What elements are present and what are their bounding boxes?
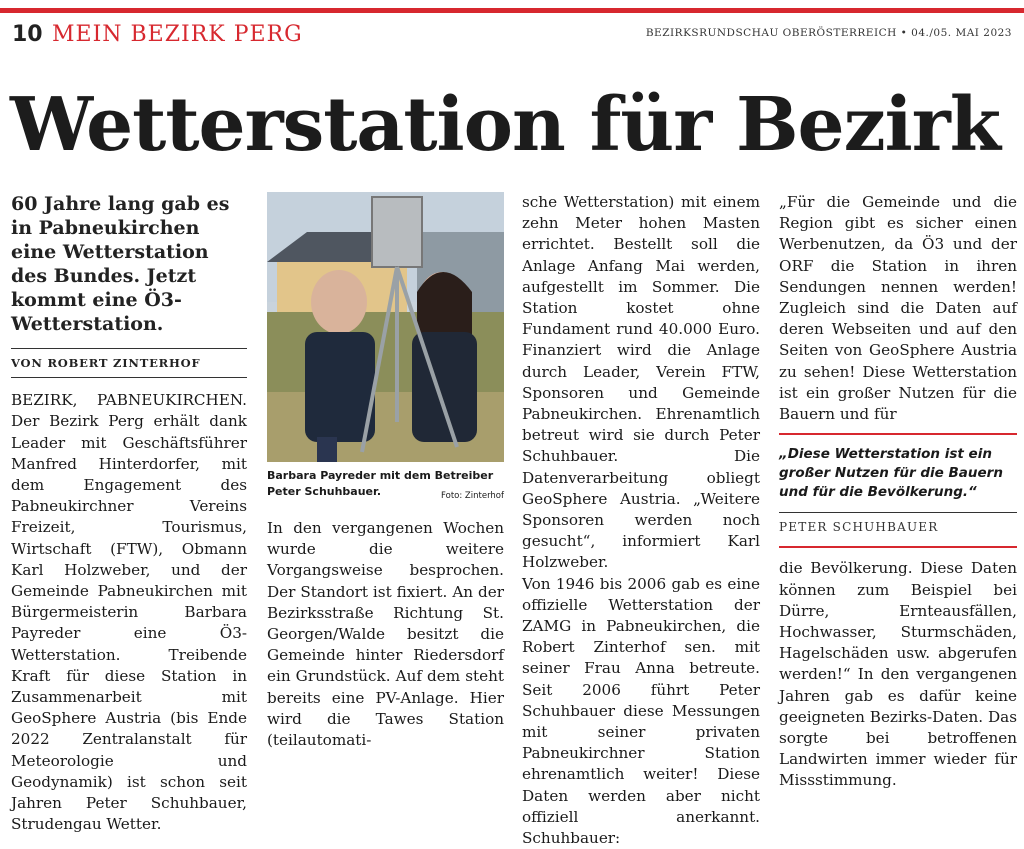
body-text-col4-b: die Bevölkerung. Diese Daten können zum Beispiel bei Dürre, Ernteausfällen, Hochwasser, Sturmschäden, Hagelschäden usw. abgerufen werden!“ In den vergangenen Jahren gab es dafür keine geeigneten Bezirks-Daten. Das sorgte bei betroffenen Landwirten immer wieder für Missstimmung. [779, 559, 1017, 790]
column-3 [522, 192, 760, 849]
column-2 [267, 192, 504, 751]
article-photo [267, 192, 504, 462]
quote-rule-top [779, 433, 1017, 435]
top-accent-bar [0, 8, 1024, 13]
pull-quote: „Diese Wetterstation ist ein großer Nutzen für die Bauern und für die Bevölkerung.“ [779, 446, 1003, 501]
byline-rule-bottom [11, 377, 247, 378]
body-text-col2: In den vergangenen Wochen wurde die weitere Vorgangsweise besprochen. Der Standort ist fixiert. An der Bezirksstraße Richtung St. Georgen/Walde besitzt die Gemeinde hinter Riedersdorf ein Grundstück. Auf dem steht bereits eine PV-Anlage. Hier wird die Tawes Station (teilautomati- [267, 519, 504, 750]
column-1 [11, 192, 247, 835]
photo-credit: Foto: Zinterhof [441, 491, 504, 501]
masthead: BEZIRKSRUNDSCHAU OBERÖSTERREICH • 04./05. MAI 2023 [645, 27, 1012, 39]
page-number: 10 [12, 22, 43, 47]
photo-caption: Barbara Payreder mit dem Betreiber Peter Schuhbauer. [267, 469, 494, 498]
body-text-col1: BEZIRK, PABNEUKIRCHEN. Der Bezirk Perg erhält dank Leader mit Geschäftsführer Manfred Hinterdorfer, mit dem Engagement des Pabneukirchner Vereins Freizeit, Tourismus, Wirtschaft (FTW), Obmann Karl Holzweber, und der Gemeinde Pabneukirchen mit Bürgermeisterin Barbara Payreder eine Ö3-Wetterstation. Treibende Kraft für diese Station in Zusammenarbeit mit GeoSphere Austria (bis Ende 2022 Zentralanstalt für Meteorologie und Geodynamik) ist schon seit Jahren Peter Schuhbauer, Strudengau Wetter. [11, 391, 247, 834]
body-text-col3-a: sche Wetterstation) mit einem zehn Meter hohen Masten errichtet. Bestellt soll die Anlage Anfang Mai werden, aufgestellt im Sommer. Die Station kostet ohne Fundament rund 40.000 Euro. Finanziert wird die Anlage durch Leader, Verein FTW, Sponsoren und Gemeinde Pabneukirchen. Ehrenamtlich betreut wird sie durch Peter Schuhbauer. Die Datenverarbeitung obliegt GeoSphere Austria. „Weitere Sponsoren werden noch gesucht“, informiert Karl Holzweber. [522, 193, 760, 572]
body-text-col4-a: „Für die Gemeinde und die Region gibt es sicher einen Werbenutzen, da Ö3 und der ORF die Station in ihren Sendungen nennen werden! Zugleich sind die Daten auf deren Webseiten und auf den Seiten von GeoSphere Austria zu sehen! Diese Wetterstation ist ein großer Nutzen für die Bauern und für [779, 193, 1017, 424]
body-text-col3-b: Von 1946 bis 2006 gab es eine offizielle Wetterstation der ZAMG in Pabneukirchen, die Robert Zinterhof sen. mit seiner Frau Anna betreute. Seit 2006 führt Peter Schuhbauer diese Messungen mit seiner privaten Pabneukirchner Station ehrenamtlich weiter! Diese Daten werden aber nicht offiziell anerkannt. Schuhbauer: [522, 574, 760, 848]
quote-rule-bottom [779, 546, 1017, 548]
section-title: MEIN BEZIRK PERG [52, 22, 303, 47]
column-4 [779, 192, 1017, 792]
photo-caption-block [267, 468, 504, 500]
photo-illustration [267, 192, 504, 462]
lead-paragraph: 60 Jahre lang gab es in Pabneukirchen eine Wetterstation des Bundes. Jetzt kommt eine Ö3-Wetterstation. [11, 193, 230, 335]
headline: Wetterstation für Bezirk [10, 82, 1000, 168]
quote-author: PETER SCHUHBAUER [779, 520, 939, 535]
byline: VON ROBERT ZINTERHOF [11, 356, 201, 370]
